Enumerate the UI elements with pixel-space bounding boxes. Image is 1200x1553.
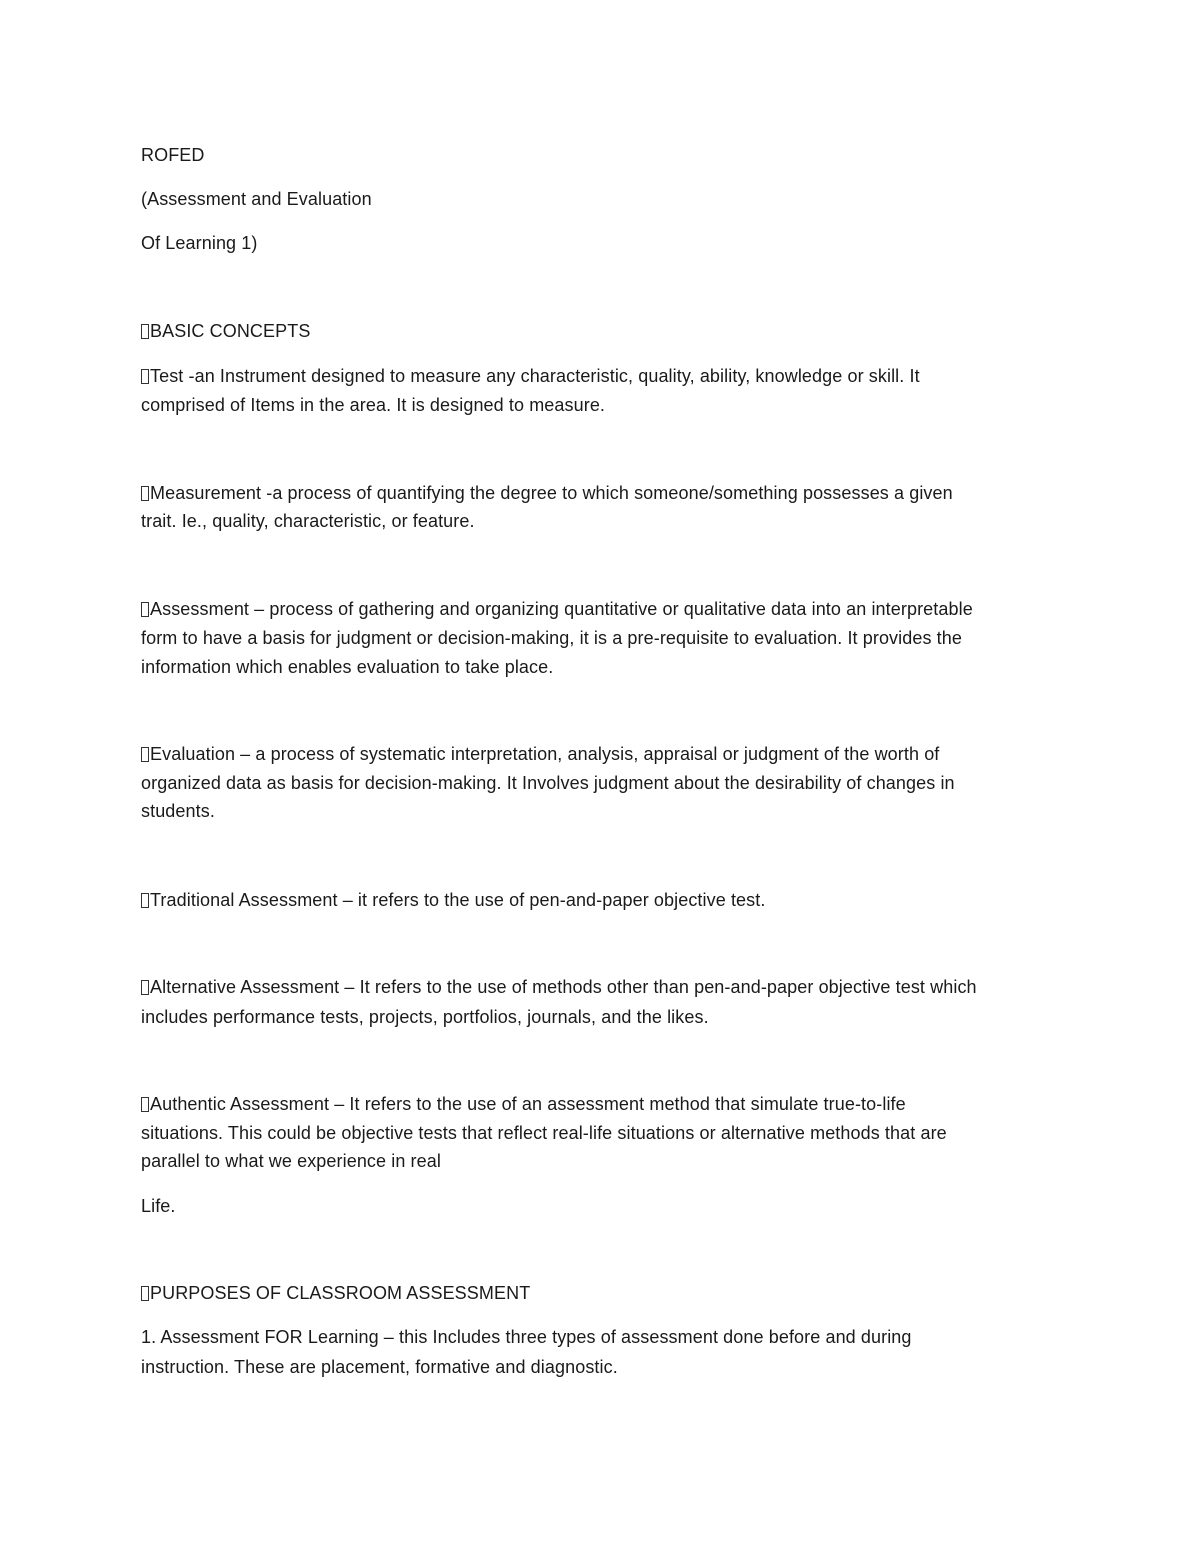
bullet-box-icon [141, 980, 149, 995]
paragraph-measurement-line: trait. Ie., quality, characteristic, or feature. [141, 511, 475, 531]
paragraph-assessment-line: Assessment – process of gathering and organizing quantitative or qualitative data into an interpretable [141, 595, 1071, 624]
paragraph-evaluation-line: organized data as basis for decision-making. It Involves judgment about the desirability of changes in [141, 773, 955, 793]
paragraph-traditional-assessment: Traditional Assessment – it refers to the use of pen-and-paper objective test. [141, 886, 1071, 915]
list-item-assessment-for-learning: 1. Assessment FOR Learning – this Includes three types of assessment done before and during [141, 1327, 912, 1347]
paragraph-test-line: comprised of Items in the area. It is designed to measure. [141, 395, 606, 415]
section-heading-basic-concepts: BASIC CONCEPTS [141, 317, 1071, 346]
paragraph-alternative-assessment-line: Alternative Assessment – It refers to the use of methods other than pen-and-paper objective test which [141, 973, 1071, 1002]
bullet-box-icon [141, 369, 149, 384]
paragraph-evaluation-line: students. [141, 801, 215, 821]
paragraph-authentic-assessment-line: situations. This could be objective tests that reflect real-life situations or alternative methods that are [141, 1123, 947, 1143]
bullet-box-icon [141, 324, 149, 339]
bullet-box-icon [141, 486, 149, 501]
course-code: ROFED [141, 145, 205, 165]
course-title-line-2: Of Learning 1) [141, 233, 258, 253]
paragraph-assessment-line: form to have a basis for judgment or decision-making, it is a pre-requisite to evaluation. It provides the [141, 628, 963, 648]
paragraph-alternative-assessment-line: includes performance tests, projects, portfolios, journals, and the likes. [141, 1007, 709, 1027]
paragraph-authentic-assessment-line: parallel to what we experience in real [141, 1151, 441, 1171]
paragraph-test-line: Test -an Instrument designed to measure any characteristic, quality, ability, knowledge or skill. It [141, 362, 1071, 391]
course-title-line-1: (Assessment and Evaluation [141, 189, 372, 209]
list-item-assessment-for-learning: instruction. These are placement, formative and diagnostic. [141, 1357, 618, 1377]
paragraph-authentic-assessment-line: Authentic Assessment – It refers to the use of an assessment method that simulate true-to-life [141, 1090, 1071, 1119]
bullet-box-icon [141, 1097, 149, 1112]
paragraph-authentic-assessment-line: Life. [141, 1196, 176, 1216]
bullet-box-icon [141, 893, 149, 908]
section-heading-purposes: PURPOSES OF CLASSROOM ASSESSMENT [141, 1279, 1071, 1308]
paragraph-assessment-line: information which enables evaluation to take place. [141, 657, 554, 677]
bullet-box-icon [141, 747, 149, 762]
bullet-box-icon [141, 602, 149, 617]
bullet-box-icon [141, 1286, 149, 1301]
paragraph-measurement-line: Measurement -a process of quantifying the degree to which someone/something possesses a given [141, 479, 1071, 508]
paragraph-evaluation-line: Evaluation – a process of systematic interpretation, analysis, appraisal or judgment of the worth of [141, 740, 1071, 769]
